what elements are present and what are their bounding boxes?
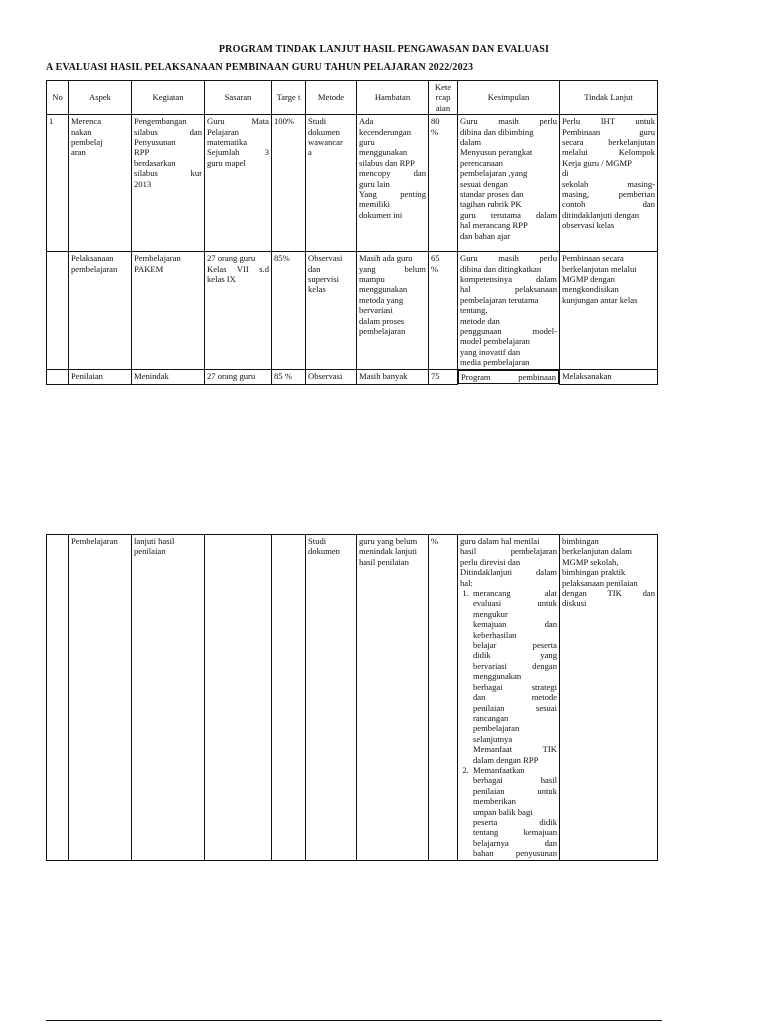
metode-line: a <box>308 147 312 158</box>
kegiatan-line: Pengembangan <box>134 116 187 127</box>
table-row <box>47 115 658 252</box>
row2-ketercapaian <box>429 252 458 369</box>
row2-kegiatan <box>132 252 205 369</box>
document-title: PROGRAM TINDAK LANJUT HASIL PENGAWASAN DAN EVALUASI <box>218 44 550 55</box>
list-line: umpan balik bagi <box>473 806 533 817</box>
kesimpulan-line: dibina dan ditingkatkan <box>460 263 542 274</box>
list-line: memberikan <box>473 796 516 807</box>
hambatan-line: hasil penilaian <box>359 556 409 567</box>
sasaran-line: Kelas VII s.d <box>207 263 269 274</box>
kesimpulan-list <box>460 588 557 859</box>
kesimpulan-line: guru terutama dalam <box>460 209 557 220</box>
kesimpulan-line: hal merancang RPP <box>460 220 528 231</box>
row3-tindak-lanjut: Melaksanakan <box>560 369 658 384</box>
row3-sasaran: 27 orang guru <box>205 369 272 384</box>
metode-line: kelas <box>308 284 326 295</box>
row1-hambatan <box>357 115 429 252</box>
kesimpulan-line: Guru masih perlu <box>460 253 557 264</box>
row1-no: 1 <box>47 115 69 252</box>
ketercapaian-line: 65 <box>431 253 440 264</box>
tindak-lanjut-line: melalui Kelompok <box>562 147 655 158</box>
list-line: tentang kemajuan <box>473 827 557 838</box>
row1-kesimpulan <box>458 115 560 252</box>
sasaran-line: Guru Mata <box>207 116 269 127</box>
tindak-lanjut-line: masing, pemberian <box>562 189 655 200</box>
kesimpulan-line: Ditindaklanjuti dalam <box>460 567 557 578</box>
list-line: berbagai strategi <box>473 681 557 692</box>
header-aspek: Aspek <box>69 81 132 115</box>
row2-metode <box>306 252 357 369</box>
metode-line: dan <box>308 263 321 274</box>
list-line: dalam dengan RPP <box>473 754 539 765</box>
tindak-lanjut-line: berkelanjutan melalui <box>562 263 637 274</box>
ketercapaian-line: % <box>431 126 439 137</box>
aspek-line: pembelajaran <box>71 263 118 274</box>
table-row <box>47 252 658 369</box>
hambatan-line: kecenderungan <box>359 126 412 137</box>
list-item <box>471 588 557 765</box>
header-ketercapaian: Kete rcap aian <box>429 81 458 115</box>
header-hambatan: Hambatan <box>357 81 429 115</box>
sasaran-line: Pelajaran <box>207 126 239 137</box>
header-tindak-lanjut: Tindak Lanjut <box>560 81 658 115</box>
sasaran-line: matematika <box>207 137 248 148</box>
list-line: penilaian untuk <box>473 785 557 796</box>
section-heading: A EVALUASI HASIL PELAKSANAAN PEMBINAAN GURU TAHUN PELAJARAN 2022/2023 <box>46 62 474 73</box>
hambatan-line: pembelajaran <box>359 326 406 337</box>
kesimpulan-line: Menyusun perangkat <box>460 147 533 158</box>
list-item <box>471 765 557 859</box>
hambatan-line: mencopy dan <box>359 168 426 179</box>
cont-no <box>47 535 69 861</box>
hambatan-line: menggunakan <box>359 284 408 295</box>
list-line: rancangan <box>473 712 509 723</box>
kesimpulan-line: kompetensinya dalam <box>460 274 557 285</box>
tindak-lanjut-line: dengan TIK dan <box>562 588 655 599</box>
hambatan-line: guru <box>359 137 375 148</box>
tindak-lanjut-line: Pembinaan secara <box>562 253 624 264</box>
kesimpulan-line: hal pelaksanaan <box>460 284 557 295</box>
hambatan-line: guru yang belum <box>359 536 418 546</box>
metode-line: Observasi <box>308 253 343 264</box>
hambatan-line: silabus dan RPP <box>359 157 415 168</box>
tindak-lanjut-line: bimbingan <box>562 536 599 546</box>
row2-sasaran <box>205 252 272 369</box>
metode-line: Studi <box>308 536 327 546</box>
kesimpulan-line: hasil pembelajaran <box>460 546 557 557</box>
hambatan-line: dalam proses <box>359 315 405 326</box>
metode-line: supervisi <box>308 274 340 285</box>
row2-kesimpulan <box>458 252 560 369</box>
list-line: menggunakan <box>473 671 522 682</box>
cont-kegiatan <box>132 535 205 861</box>
cont-kesimpulan <box>458 535 560 861</box>
row1-kegiatan <box>132 115 205 252</box>
list-line: berbagai hasil <box>473 775 557 786</box>
kesimpulan-line: yang inovatif dan <box>460 346 521 357</box>
tindak-lanjut-line: Kerja guru / MGMP <box>562 157 632 168</box>
kesimpulan-line: penggunaan model- <box>460 326 557 337</box>
kesimpulan-line: model pembelajaran <box>460 336 530 347</box>
row1-target: 100% <box>272 115 306 252</box>
kesimpulan-line: perencanaan <box>460 157 503 168</box>
kesimpulan-line: dibina dan dibimbing <box>460 126 534 137</box>
tindak-lanjut-line: contoh dan <box>562 199 655 210</box>
sasaran-line: kelas IX <box>207 274 236 285</box>
sasaran-line: Sejumlah 3 <box>207 147 269 158</box>
hambatan-line: dokumen ini <box>359 209 403 220</box>
list-line: pembelajaran <box>473 723 520 734</box>
header-no: No <box>47 81 69 115</box>
header-sasaran: Sasaran <box>205 81 272 115</box>
tindak-lanjut-line: observasi kelas <box>562 220 615 231</box>
list-line: didik yang <box>473 650 557 661</box>
row2-aspek <box>69 252 132 369</box>
tindak-lanjut-line: diskusi <box>562 598 587 609</box>
tindak-lanjut-line: sekolah masing- <box>562 178 655 189</box>
aspek-line: aran <box>71 147 86 158</box>
row3-kesimpulan: Program pembinaan <box>458 370 559 384</box>
row2-target: 85% <box>272 252 306 369</box>
list-line: bahan penyusunan <box>473 848 557 859</box>
aspek-line: pembelaj <box>71 137 103 148</box>
tindak-lanjut-line: mengkondisikan <box>562 284 619 295</box>
next-page-table-edge <box>46 1020 662 1029</box>
header-target: Targe t <box>272 81 306 115</box>
hambatan-line: menggunakan <box>359 147 408 158</box>
tindak-lanjut-line: berkelanjutan dalam <box>562 546 632 557</box>
kegiatan-line: Pembelajaran <box>134 253 181 264</box>
tindak-lanjut-line: MGMP dengan <box>562 274 615 285</box>
tindak-lanjut-line: pelaksanaan penilaian <box>562 577 638 588</box>
evaluation-table-continued <box>46 534 658 861</box>
kesimpulan-line: tagihan rubrik PK <box>460 199 522 210</box>
hambatan-line: memiliki <box>359 199 391 210</box>
list-line: peserta didik <box>473 816 557 827</box>
header-kegiatan: Kegiatan <box>132 81 205 115</box>
hambatan-line: bervariasi <box>359 305 393 316</box>
kegiatan-line: 2013 <box>134 178 152 189</box>
list-line: Memanfaat TIK <box>473 744 557 755</box>
hambatan-line: Yang penting <box>359 189 426 200</box>
kegiatan-line: penilaian <box>134 546 166 557</box>
tindak-lanjut-line: di <box>562 168 569 179</box>
hambatan-line: menindak lanjuti <box>359 546 417 557</box>
metode-line: dokumen <box>308 126 340 137</box>
kesimpulan-line: metode dan <box>460 315 500 326</box>
row3-metode: Observasi <box>306 369 357 384</box>
row1-ketercapaian <box>429 115 458 252</box>
list-line: evaluasi untuk <box>473 598 557 609</box>
evaluation-table <box>46 80 658 385</box>
list-line: bervariasi dengan <box>473 660 557 671</box>
row2-no <box>47 252 69 369</box>
row2-tindak-lanjut <box>560 252 658 369</box>
header-kesimpulan: Kesimpulan <box>458 81 560 115</box>
hambatan-line: Masih ada guru <box>359 253 413 264</box>
row3-ketercapaian: 75 <box>429 369 458 384</box>
list-line: 1. merancang alat <box>473 588 557 599</box>
kegiatan-line: Penyusunan <box>134 137 176 148</box>
tindak-lanjut-line: Pembinaan guru <box>562 126 655 137</box>
header-row <box>47 81 658 115</box>
hambatan-line: mampu <box>359 274 385 285</box>
cont-target <box>272 535 306 861</box>
kesimpulan-line: dan bahan ajar <box>460 230 511 241</box>
hambatan-line: guru lain <box>359 178 390 189</box>
aspek-line: Pelaksanaan <box>71 253 114 264</box>
kegiatan-line: RPP <box>134 147 150 158</box>
list-line: penilaian sesuai <box>473 702 557 713</box>
table-row <box>47 369 658 384</box>
kesimpulan-line: guru dalam hal menilai <box>460 536 540 546</box>
cont-tindak-lanjut <box>560 535 658 861</box>
aspek-line: Merenca <box>71 116 102 127</box>
kegiatan-line: silabus kur <box>134 168 202 179</box>
kesimpulan-line: tentang, <box>460 305 488 316</box>
metode-line: dokumen <box>308 546 340 557</box>
kegiatan-line: PAKEM <box>134 263 164 274</box>
kesimpulan-line: Guru masih perlu <box>460 116 557 127</box>
tindak-lanjut-line: MGMP sekolah, <box>562 556 619 567</box>
kesimpulan-line: standar proses dan <box>460 189 524 200</box>
hambatan-line: Ada <box>359 116 374 127</box>
row3-target: 85 % <box>272 369 306 384</box>
kesimpulan-line: pembelajaran ,yang <box>460 168 528 179</box>
cont-sasaran <box>205 535 272 861</box>
sasaran-line: 27 orang guru <box>207 253 256 264</box>
kegiatan-line: lanjuti hasil <box>134 536 175 546</box>
tindak-lanjut-line: secara berkelanjutan <box>562 137 655 148</box>
table-row <box>47 535 658 861</box>
kegiatan-line: berdasarkan <box>134 157 176 168</box>
kesimpulan-line: pembelajaran terutama <box>460 294 539 305</box>
row3-aspek: Penilaian <box>69 369 132 384</box>
kesimpulan-line: sesuai dengan <box>460 178 508 189</box>
list-line: belajar peserta <box>473 640 557 651</box>
cont-hambatan <box>357 535 429 861</box>
row1-sasaran <box>205 115 272 252</box>
sasaran-line: guru mapel <box>207 157 246 168</box>
cont-ketercapaian: % <box>429 535 458 861</box>
list-line: 2. Memanfaatkan <box>473 764 525 775</box>
row3-no <box>47 369 69 384</box>
metode-line: wawancar <box>308 137 343 148</box>
hambatan-line: metoda yang <box>359 294 404 305</box>
list-line: selanjutnya <box>473 733 513 744</box>
list-line: keberhasilan <box>473 629 517 640</box>
aspek-line: nakan <box>71 126 92 137</box>
list-line: belajarnya dan <box>473 837 557 848</box>
tindak-lanjut-line: Perlu IHT untuk <box>562 116 655 127</box>
cont-metode <box>306 535 357 861</box>
kesimpulan-line: dalam <box>460 137 481 148</box>
row3-hambatan: Masih banyak <box>357 369 429 384</box>
row1-tindak-lanjut <box>560 115 658 252</box>
tindak-lanjut-line: ditindaklanjuti dengan <box>562 209 640 220</box>
tindak-lanjut-line: bimbingan praktik <box>562 567 626 578</box>
header-metode: Metode <box>306 81 357 115</box>
kesimpulan-line: media pembelajaran <box>460 357 530 368</box>
row1-metode <box>306 115 357 252</box>
tindak-lanjut-line: kunjungan antar kelas <box>562 294 638 305</box>
kesimpulan-line: hal: <box>460 577 473 588</box>
row2-hambatan <box>357 252 429 369</box>
row1-aspek <box>69 115 132 252</box>
hambatan-line: yang belum <box>359 263 426 274</box>
list-line: kemajuan dan <box>473 619 557 630</box>
list-line: mengukur <box>473 608 508 619</box>
ketercapaian-line: 80 <box>431 116 440 127</box>
row3-kegiatan: Menindak <box>132 369 205 384</box>
kegiatan-line: silabus dan <box>134 126 202 137</box>
metode-line: Studi <box>308 116 327 127</box>
kesimpulan-line: perlu direvisi dan <box>460 556 521 567</box>
list-line: dan metode <box>473 692 557 703</box>
cont-aspek: Pembelajaran <box>69 535 132 861</box>
ketercapaian-line: % <box>431 263 439 274</box>
